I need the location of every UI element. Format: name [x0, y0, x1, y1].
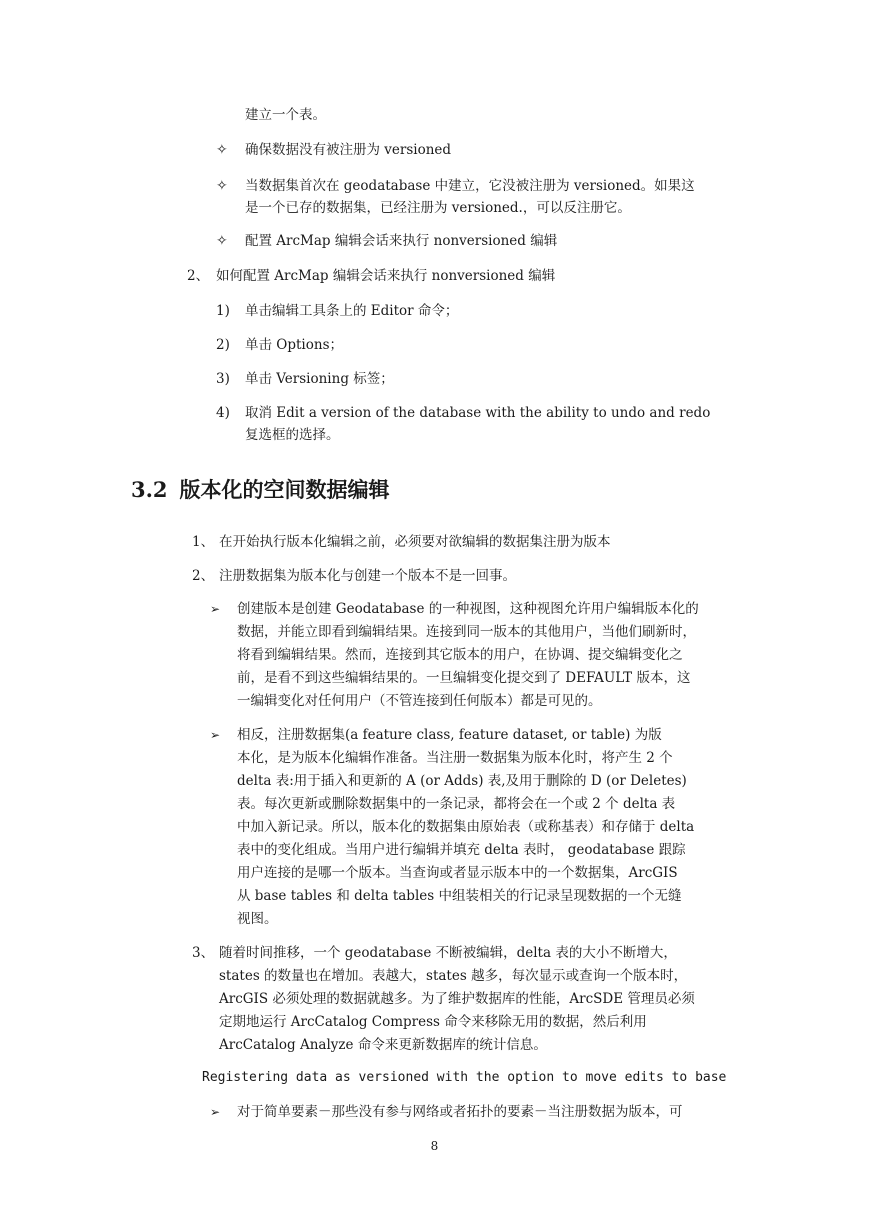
step-text: 取消 Edit a version of the database with the ability to undo and redo [245, 405, 711, 421]
paragraph-line: 对于简单要素－那些没有参与网络或者拓扑的要素－当注册数据为版本，可 [237, 1104, 683, 1120]
paragraph-line: 从 base tables 和 delta tables 中组装相关的行记录呈现数据的一个无缝 [237, 888, 682, 904]
paragraph-line: 前，是看不到这些编辑结果的。一旦编辑变化提交到了 DEFAULT 版本，这 [237, 670, 691, 686]
paragraph-line: 定期地运行 ArcCatalog Compress 命令来移除无用的数据，然后利用 [219, 1014, 647, 1030]
bullet-text: 当数据集首次在 geodatabase 中建立，它没被注册为 versioned。如果这 [245, 178, 695, 194]
paragraph-line: 相反，注册数据集(a feature class, feature dataset, or table) 为版 [237, 727, 662, 743]
four-point-diamond-icon: ✧ [216, 142, 228, 158]
arrowhead-bullet-icon: ➢ [210, 728, 221, 742]
paragraph-line: 视图。 [237, 911, 278, 927]
paragraph-line: ArcGIS 必须处理的数据就越多。为了维护数据库的性能，ArcSDE 管理员必须 [219, 991, 695, 1007]
bullet-text: 是一个已存的数据集，已经注册为 versioned.，可以反注册它。 [245, 200, 631, 216]
arrowhead-bullet-icon: ➢ [210, 1105, 221, 1119]
section-title: 版本化的空间数据编辑 [179, 477, 390, 502]
paragraph-line: states 的数量也在增加。表越大，states 越多，每次显示或查询一个版本时， [219, 968, 688, 984]
four-point-diamond-icon: ✧ [216, 178, 228, 194]
english-subheading: Registering data as versioned with the option to move edits to base [202, 1070, 727, 1085]
step-text: 单击 Options； [245, 337, 343, 353]
list-marker: 2、 [192, 568, 215, 584]
list-marker: 2、 [187, 268, 210, 284]
bullet-text: 确保数据没有被注册为 versioned [245, 142, 452, 158]
paragraph-line: ArcCatalog Analyze 命令来更新数据库的统计信息。 [219, 1037, 547, 1053]
four-point-diamond-icon: ✧ [216, 233, 228, 249]
list-item-text: 注册数据集为版本化与创建一个版本不是一回事。 [219, 568, 516, 584]
list-marker: 3、 [192, 945, 215, 961]
paragraph-line: 数据，并能立即看到编辑结果。连接到同一版本的其他用户，当他们刷新时， [237, 624, 696, 640]
paragraph-line: 随着时间推移，一个 geodatabase 不断被编辑，delta 表的大小不断增大， [219, 945, 677, 961]
page-number: 8 [430, 1139, 439, 1153]
list-item-text: 在开始执行版本化编辑之前，必须要对欲编辑的数据集注册为版本 [219, 534, 611, 550]
section-heading [131, 476, 390, 504]
paragraph-line: 中加入新记录。所以，版本化的数据集由原始表（或称基表）和存储于 delta [237, 819, 695, 835]
list-marker: 1、 [192, 534, 215, 550]
arrowhead-bullet-icon: ➢ [210, 602, 221, 616]
paragraph-line: 用户连接的是哪一个版本。当查询或者显示版本中的一个数据集，ArcGIS [237, 865, 678, 881]
paragraph-line: 将看到编辑结果。然而，连接到其它版本的用户，在协调、提交编辑变化之 [237, 647, 683, 663]
step-text: 单击编辑工具条上的 Editor 命令； [245, 303, 459, 319]
paragraph-line: 一编辑变化对任何用户（不管连接到任何版本）都是可见的。 [237, 693, 602, 709]
step-marker: 3) [216, 371, 230, 387]
paragraph-line: 表。每次更新或删除数据集中的一条记录，都将会在一个或 2 个 delta 表 [237, 796, 676, 812]
paragraph-line: 创建版本是创建 Geodatabase 的一种视图，这种视图允许用户编辑版本化的 [237, 601, 699, 617]
step-marker: 4) [216, 405, 230, 421]
section-number: 3.2 [131, 477, 168, 502]
continued-line: 建立一个表。 [245, 107, 326, 123]
step-text: 单击 Versioning 标签； [245, 371, 394, 387]
list-item-text: 如何配置 ArcMap 编辑会话来执行 nonversioned 编辑 [216, 268, 556, 284]
step-text: 复选框的选择。 [245, 427, 340, 443]
step-marker: 1) [216, 303, 230, 319]
paragraph-line: 本化，是为版本化编辑作准备。当注册一数据集为版本化时，将产生 2 个 [237, 750, 673, 766]
paragraph-line: delta 表:用于插入和更新的 A (or Adds) 表,及用于删除的 D (or Deletes) [237, 773, 687, 789]
bullet-text: 配置 ArcMap 编辑会话来执行 nonversioned 编辑 [245, 233, 558, 249]
paragraph-line: 表中的变化组成。当用户进行编辑并填充 delta 表时， geodatabase 跟踪 [237, 842, 686, 858]
step-marker: 2) [216, 337, 230, 353]
